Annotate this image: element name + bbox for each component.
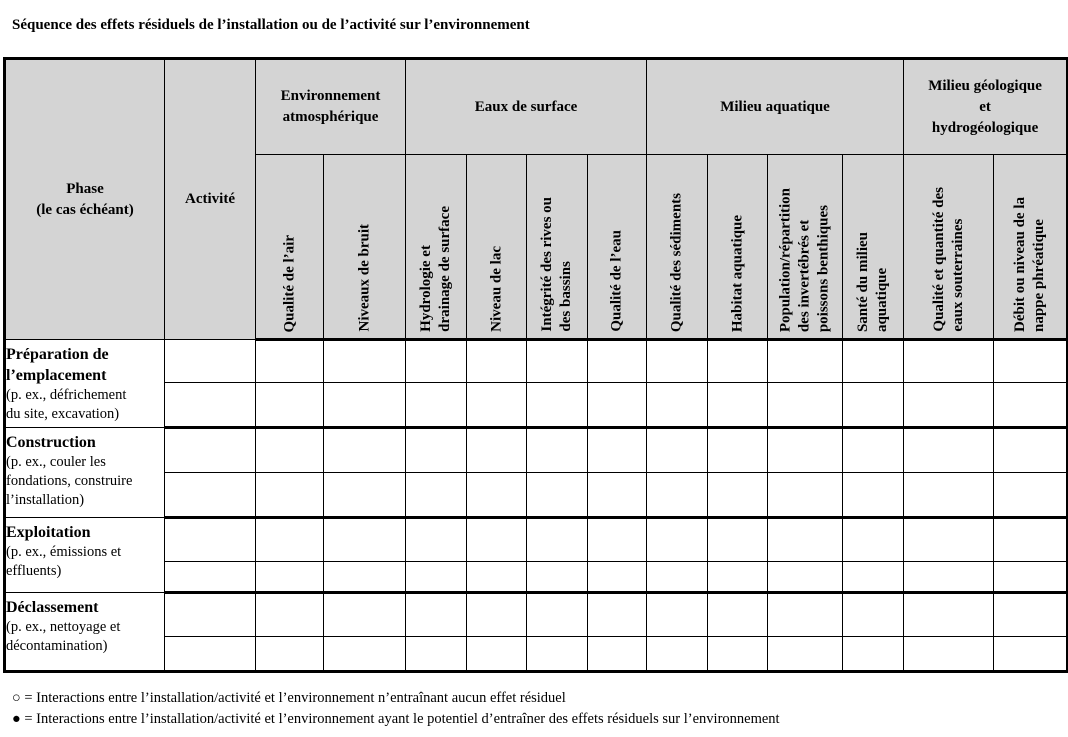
effect-cell[interactable] [527, 518, 588, 562]
header-subcol-label: Intégrité des rives ou des bassins [539, 197, 575, 332]
effect-cell[interactable] [647, 518, 708, 562]
phase-name: Exploitation [6, 524, 91, 541]
effect-cell[interactable] [467, 518, 527, 562]
effect-cell[interactable] [647, 637, 708, 672]
effect-cell[interactable] [768, 637, 843, 672]
legend-open-circle: ○ = Interactions entre l’installation/activité et l’environnement n’entraînant aucun effet résiduel [12, 690, 566, 706]
header-subcol-label: Habitat aquatique [729, 214, 746, 332]
effect-cell[interactable] [324, 383, 406, 428]
effect-cell[interactable] [768, 428, 843, 473]
effect-cell[interactable] [647, 428, 708, 473]
activity-cell[interactable] [165, 383, 256, 428]
effect-cell[interactable] [994, 637, 1068, 672]
phase-name: Préparation de l’emplacement [6, 346, 109, 384]
effect-cell[interactable] [324, 593, 406, 637]
effect-cell[interactable] [904, 428, 994, 473]
header-subcol [527, 155, 588, 340]
effect-cell[interactable] [256, 473, 324, 518]
header-group-geology: Milieu géologique et hydrogéologique [904, 59, 1068, 155]
effect-cell[interactable] [256, 383, 324, 428]
effect-cell[interactable] [994, 428, 1068, 473]
effect-cell[interactable] [406, 383, 467, 428]
effect-cell[interactable] [467, 340, 527, 383]
effect-cell[interactable] [843, 428, 904, 473]
effect-cell[interactable] [843, 340, 904, 383]
effect-cell[interactable] [527, 428, 588, 473]
effect-cell[interactable] [647, 340, 708, 383]
effect-cell[interactable] [406, 518, 467, 562]
effect-cell[interactable] [256, 637, 324, 672]
header-subcol-label: Qualité de l’air [281, 234, 297, 332]
effect-cell[interactable] [324, 562, 406, 593]
phase-cell [5, 593, 165, 672]
effect-cell[interactable] [904, 562, 994, 593]
phase-cell [5, 428, 165, 518]
effect-cell[interactable] [708, 593, 768, 637]
effect-cell[interactable] [768, 473, 843, 518]
effect-cell[interactable] [994, 593, 1068, 637]
header-subcol [256, 155, 324, 340]
effect-cell[interactable] [904, 340, 994, 383]
effect-cell[interactable] [406, 473, 467, 518]
effect-cell[interactable] [843, 473, 904, 518]
phase-name: Déclassement [6, 599, 99, 616]
header-subcol-label: Population/répartition des invertébrés et poissons benthiques [777, 187, 832, 332]
effect-cell[interactable] [904, 593, 994, 637]
effect-cell[interactable] [406, 428, 467, 473]
phase-example: (p. ex., émissions et effluents) [6, 544, 122, 579]
effect-cell[interactable] [406, 562, 467, 593]
effect-cell[interactable] [527, 340, 588, 383]
effect-cell[interactable] [994, 473, 1068, 518]
effect-cell[interactable] [406, 340, 467, 383]
effect-cell[interactable] [256, 518, 324, 562]
effect-cell[interactable] [994, 383, 1068, 428]
activity-cell[interactable] [165, 593, 256, 637]
effect-cell[interactable] [467, 473, 527, 518]
header-subcol [904, 155, 994, 340]
effect-cell[interactable] [588, 593, 647, 637]
effect-cell[interactable] [527, 473, 588, 518]
effect-cell[interactable] [904, 518, 994, 562]
effect-cell[interactable] [324, 428, 406, 473]
effect-cell[interactable] [904, 637, 994, 672]
effect-cell[interactable] [708, 562, 768, 593]
effect-cell[interactable] [588, 340, 647, 383]
effect-cell[interactable] [994, 340, 1068, 383]
effect-cell[interactable] [527, 637, 588, 672]
effect-cell[interactable] [588, 637, 647, 672]
effect-cell[interactable] [647, 562, 708, 593]
header-subcol-label: Qualité et quantité des eaux souterraines [930, 187, 966, 332]
effect-cell[interactable] [527, 383, 588, 428]
effect-cell[interactable] [324, 473, 406, 518]
effect-cell[interactable] [708, 518, 768, 562]
phase-cell [5, 518, 165, 593]
effect-cell[interactable] [994, 518, 1068, 562]
header-group-surface-water: Eaux de surface [406, 59, 647, 155]
phase-cell [5, 340, 165, 428]
effect-cell[interactable] [904, 383, 994, 428]
effect-cell[interactable] [467, 637, 527, 672]
phase-example: (p. ex., couler les fondations, construire l’installation) [6, 454, 133, 508]
header-subcol [647, 155, 708, 340]
effect-cell[interactable] [256, 428, 324, 473]
legend-filled-circle: ● = Interactions entre l’installation/activité et l’environnement ayant le potentiel d’entraîner des effets résiduels sur l’environnement [12, 711, 780, 727]
header-group-aquatic: Milieu aquatique [647, 59, 904, 155]
effect-cell[interactable] [708, 637, 768, 672]
effect-cell[interactable] [843, 637, 904, 672]
effect-cell[interactable] [588, 518, 647, 562]
effect-cell[interactable] [588, 473, 647, 518]
effect-cell[interactable] [467, 428, 527, 473]
effect-cell[interactable] [708, 383, 768, 428]
activity-cell[interactable] [165, 473, 256, 518]
header-subcol [467, 155, 527, 340]
effect-cell[interactable] [708, 473, 768, 518]
effect-cell[interactable] [843, 562, 904, 593]
effect-cell[interactable] [467, 562, 527, 593]
header-subcol-label: Hydrologie et drainage de surface [418, 206, 454, 332]
phase-example: (p. ex., défrichement du site, excavation) [6, 387, 127, 422]
effect-cell[interactable] [843, 518, 904, 562]
header-subcol [768, 155, 843, 340]
effect-cell[interactable] [708, 428, 768, 473]
effect-cell[interactable] [647, 473, 708, 518]
header-subcol [588, 155, 647, 340]
effect-cell[interactable] [994, 562, 1068, 593]
effect-cell[interactable] [647, 593, 708, 637]
effect-cell[interactable] [768, 562, 843, 593]
header-subcol-label: Santé du milieu aquatique [855, 231, 891, 332]
effect-cell[interactable] [406, 637, 467, 672]
header-subcol-label: Qualité de l’eau [608, 230, 625, 332]
effect-cell[interactable] [843, 593, 904, 637]
header-subcol [843, 155, 904, 340]
effect-cell[interactable] [768, 340, 843, 383]
phase-example: (p. ex., nettoyage et décontamination) [6, 619, 121, 654]
header-subcol [708, 155, 768, 340]
activity-cell[interactable] [165, 340, 256, 383]
header-subcol-label: Qualité des sédiments [668, 192, 685, 332]
header-subcol [994, 155, 1068, 340]
page-title: Séquence des effets résiduels de l’installation ou de l’activité sur l’environnement [12, 17, 530, 33]
effect-cell[interactable] [324, 518, 406, 562]
activity-cell[interactable] [165, 562, 256, 593]
effect-cell[interactable] [768, 383, 843, 428]
effect-cell[interactable] [708, 340, 768, 383]
effect-cell[interactable] [324, 637, 406, 672]
effect-cell[interactable] [647, 383, 708, 428]
effect-cell[interactable] [467, 383, 527, 428]
effect-cell[interactable] [588, 428, 647, 473]
header-subcol [324, 155, 406, 340]
effect-cell[interactable] [768, 593, 843, 637]
effect-cell[interactable] [588, 383, 647, 428]
activity-cell[interactable] [165, 428, 256, 473]
effect-cell[interactable] [904, 473, 994, 518]
header-activity: Activité [165, 59, 256, 340]
residual-effects-table [3, 57, 1068, 673]
header-subcol-label: Débit ou niveau de la nappe phréatique [1012, 196, 1048, 332]
phase-name: Construction [6, 434, 96, 451]
effect-cell[interactable] [768, 518, 843, 562]
effect-cell[interactable] [588, 562, 647, 593]
effect-cell[interactable] [467, 593, 527, 637]
activity-cell[interactable] [165, 637, 256, 672]
effect-cell[interactable] [256, 562, 324, 593]
activity-cell[interactable] [165, 518, 256, 562]
effect-cell[interactable] [406, 593, 467, 637]
effect-cell[interactable] [256, 593, 324, 637]
effect-cell[interactable] [256, 340, 324, 383]
effect-cell[interactable] [527, 593, 588, 637]
header-subcol-label: Niveaux de bruit [356, 224, 372, 332]
header-subcol [406, 155, 467, 340]
header-subcol-label: Niveau de lac [488, 246, 505, 332]
header-group-atmosphere: Environnement atmosphérique [256, 59, 406, 155]
effect-cell[interactable] [324, 340, 406, 383]
header-phase: Phase (le cas échéant) [5, 59, 165, 340]
effect-cell[interactable] [843, 383, 904, 428]
effect-cell[interactable] [527, 562, 588, 593]
